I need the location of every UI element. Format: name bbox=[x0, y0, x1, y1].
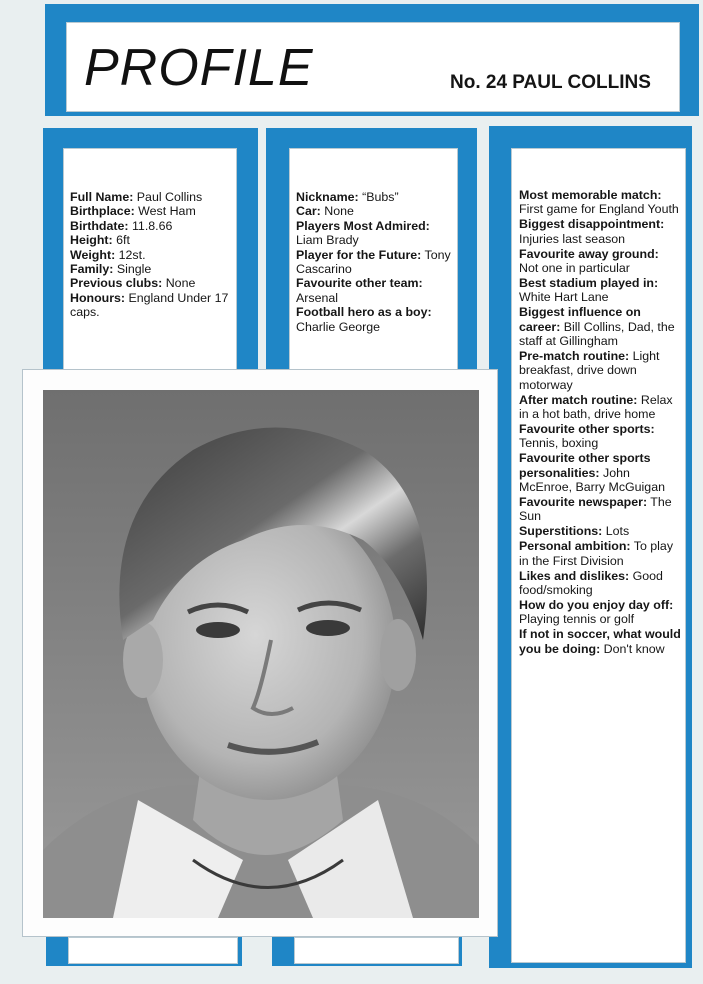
profile-facts-column-1 bbox=[70, 190, 230, 320]
fact-pre-match-routine: Pre-match routine: Light breakfast, drive down motorway bbox=[519, 348, 660, 392]
fact-weight: Weight: 12st. bbox=[70, 247, 146, 262]
fact-player-for-future: Player for the Future: Tony Cascarino bbox=[296, 247, 451, 277]
fact-height: Height: 6ft bbox=[70, 233, 130, 248]
fact-day-off: How do you enjoy day off: Playing tennis or golf bbox=[519, 597, 674, 627]
fact-after-match-routine: After match routine: Relax in a hot bath, drive home bbox=[519, 392, 673, 422]
player-portrait-photo bbox=[43, 390, 479, 918]
fact-family: Family: Single bbox=[70, 262, 152, 277]
fact-nickname: Nickname: “Bubs” bbox=[296, 190, 399, 204]
fact-if-not-soccer: If not in soccer, what would you be doing: Don't know bbox=[519, 627, 681, 656]
fact-favourite-away-ground: Favourite away ground: Not one in particular bbox=[519, 246, 659, 276]
fact-full-name: Full Name: Paul Collins bbox=[70, 190, 203, 204]
fact-players-most-admired: Players Most Admired: Liam Brady bbox=[296, 218, 430, 248]
fact-honours: Honours: England Under 17 caps. bbox=[70, 290, 229, 320]
profile-facts-column-2 bbox=[296, 190, 452, 334]
photo-frame bbox=[22, 369, 498, 937]
fact-football-hero: Football hero as a boy: Charlie George bbox=[296, 305, 432, 334]
fact-biggest-disappointment: Biggest disappointment: Injuries last season bbox=[519, 217, 665, 246]
fact-previous-clubs: Previous clubs: None bbox=[70, 276, 196, 291]
page-title: PROFILE bbox=[84, 39, 314, 97]
fact-biggest-influence: Biggest influence on career: Bill Collins, Dad, the staff at Gillingham bbox=[519, 305, 675, 349]
fact-personal-ambition: Personal ambition: To play in the First Division bbox=[519, 539, 674, 568]
fact-birthdate: Birthdate: 11.8.66 bbox=[70, 218, 173, 233]
fact-favourite-other-sports: Favourite other sports: Tennis, boxing bbox=[519, 422, 655, 451]
profile-facts-column-3 bbox=[519, 188, 681, 657]
fact-most-memorable-match: Most memorable match: First game for England Youth bbox=[519, 188, 679, 217]
fact-favourite-sports-personalities: Favourite other sports personalities: John McEnroe, Barry McGuigan bbox=[519, 451, 665, 495]
fact-birthplace: Birthplace: West Ham bbox=[70, 204, 196, 219]
bottom-stub-2 bbox=[294, 937, 459, 964]
fact-likes-dislikes: Likes and dislikes: Good food/smoking bbox=[519, 568, 663, 597]
fact-favourite-newspaper: Favourite newspaper: The Sun bbox=[519, 495, 672, 524]
fact-superstitions: Superstitions: Lots bbox=[519, 524, 630, 539]
bottom-stub-1 bbox=[68, 937, 238, 964]
fact-car: Car: None bbox=[296, 204, 354, 219]
fact-favourite-other-team: Favourite other team: Arsenal bbox=[296, 276, 423, 305]
portrait-illustration bbox=[43, 390, 479, 918]
fact-best-stadium: Best stadium played in: White Hart Lane bbox=[519, 275, 659, 305]
profile-number: No. 24 PAUL COLLINS bbox=[450, 72, 651, 93]
